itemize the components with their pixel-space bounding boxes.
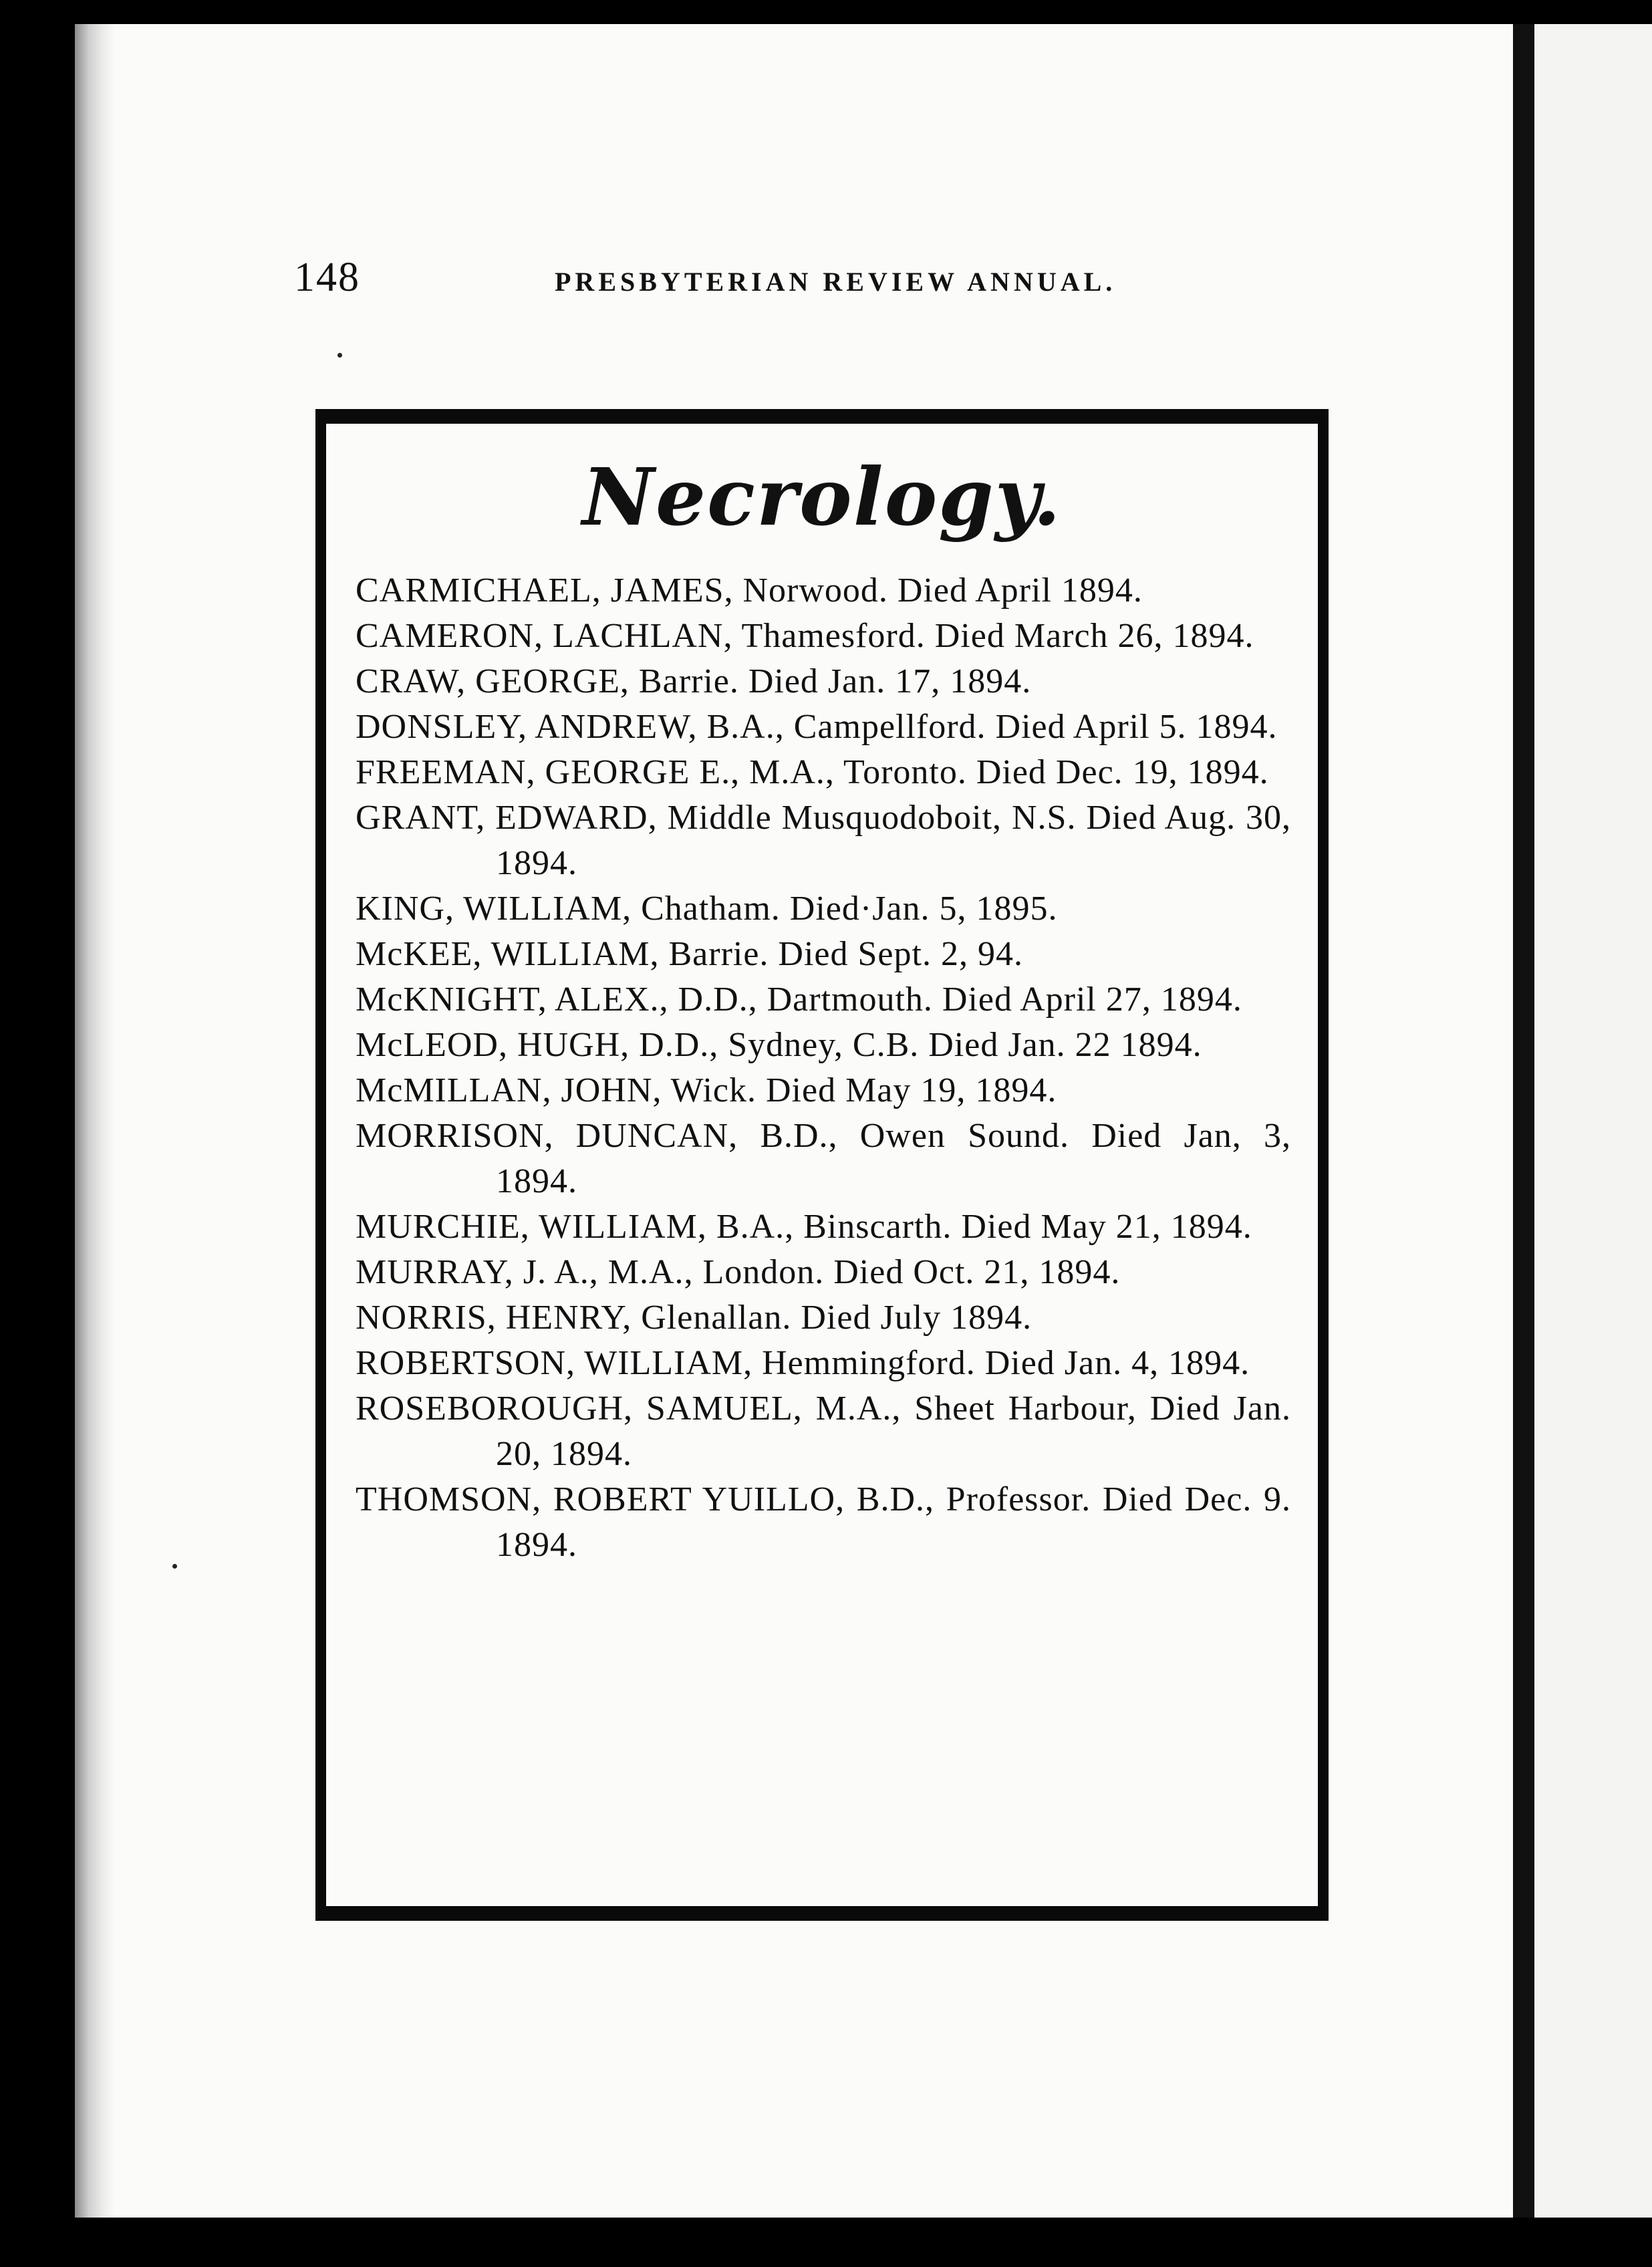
list-item: NORRIS, HENRY, Glenallan. Died July 1894. — [356, 1299, 1032, 1337]
list-item: KING, WILLIAM, Chatham. Died·Jan. 5, 1895. — [356, 890, 1058, 928]
scan-border — [0, 2218, 1652, 2267]
page-number: 148 — [294, 255, 360, 300]
list-item: THOMSON, ROBERT YUILLO, B.D., Professor. Died Dec. 9. 1894. — [356, 1480, 1291, 1564]
section-heading: Necrology. — [582, 450, 1062, 543]
list-item: ROBERTSON, WILLIAM, Hemmingford. Died Jan. 4, 1894. — [356, 1344, 1250, 1382]
stray-dot — [337, 353, 342, 358]
list-item: FREEMAN, GEORGE E., M.A., Toronto. Died Dec. 19, 1894. — [356, 753, 1269, 791]
list-item: McLEOD, HUGH, D.D., Sydney, C.B. Died Jan. 22 1894. — [356, 1026, 1202, 1064]
adjacent-page-edge — [1534, 24, 1652, 2218]
page-binding-shadow — [75, 24, 115, 2218]
running-title: PRESBYTERIAN REVIEW ANNUAL. — [555, 267, 1117, 297]
list-item: McKEE, WILLIAM, Barrie. Died Sept. 2, 94. — [356, 935, 1023, 973]
list-item: CAMERON, LACHLAN, Thamesford. Died March 26, 1894. — [356, 617, 1254, 655]
running-head — [294, 254, 1190, 307]
list-item: McMILLAN, JOHN, Wick. Died May 19, 1894. — [356, 1071, 1057, 1109]
necrology-frame — [315, 409, 1329, 1921]
list-item: MURCHIE, WILLIAM, B.A., Binscarth. Died May 21, 1894. — [356, 1208, 1252, 1246]
list-item: DONSLEY, ANDREW, B.A., Campellford. Died April 5. 1894. — [356, 708, 1278, 746]
list-item: McKNIGHT, ALEX., D.D., Dartmouth. Died April 27, 1894. — [356, 980, 1242, 1019]
list-item: MURRAY, J. A., M.A., London. Died Oct. 21, 1894. — [356, 1253, 1121, 1291]
list-item: MORRISON, DUNCAN, B.D., Owen Sound. Died Jan, 3, 1894. — [356, 1117, 1291, 1200]
list-item: ROSEBOROUGH, SAMUEL, M.A., Sheet Harbour, Died Jan. 20, 1894. — [356, 1389, 1291, 1473]
list-item: GRANT, EDWARD, Middle Musquodoboit, N.S. Died Aug. 30, 1894. — [356, 799, 1291, 882]
list-item: CRAW, GEORGE, Barrie. Died Jan. 17, 1894. — [356, 662, 1032, 700]
necrology-list — [356, 568, 1291, 1568]
list-item: CARMICHAEL, JAMES, Norwood. Died April 1894. — [356, 571, 1143, 610]
page-gutter — [1513, 24, 1534, 2218]
stray-dot — [172, 1564, 177, 1569]
